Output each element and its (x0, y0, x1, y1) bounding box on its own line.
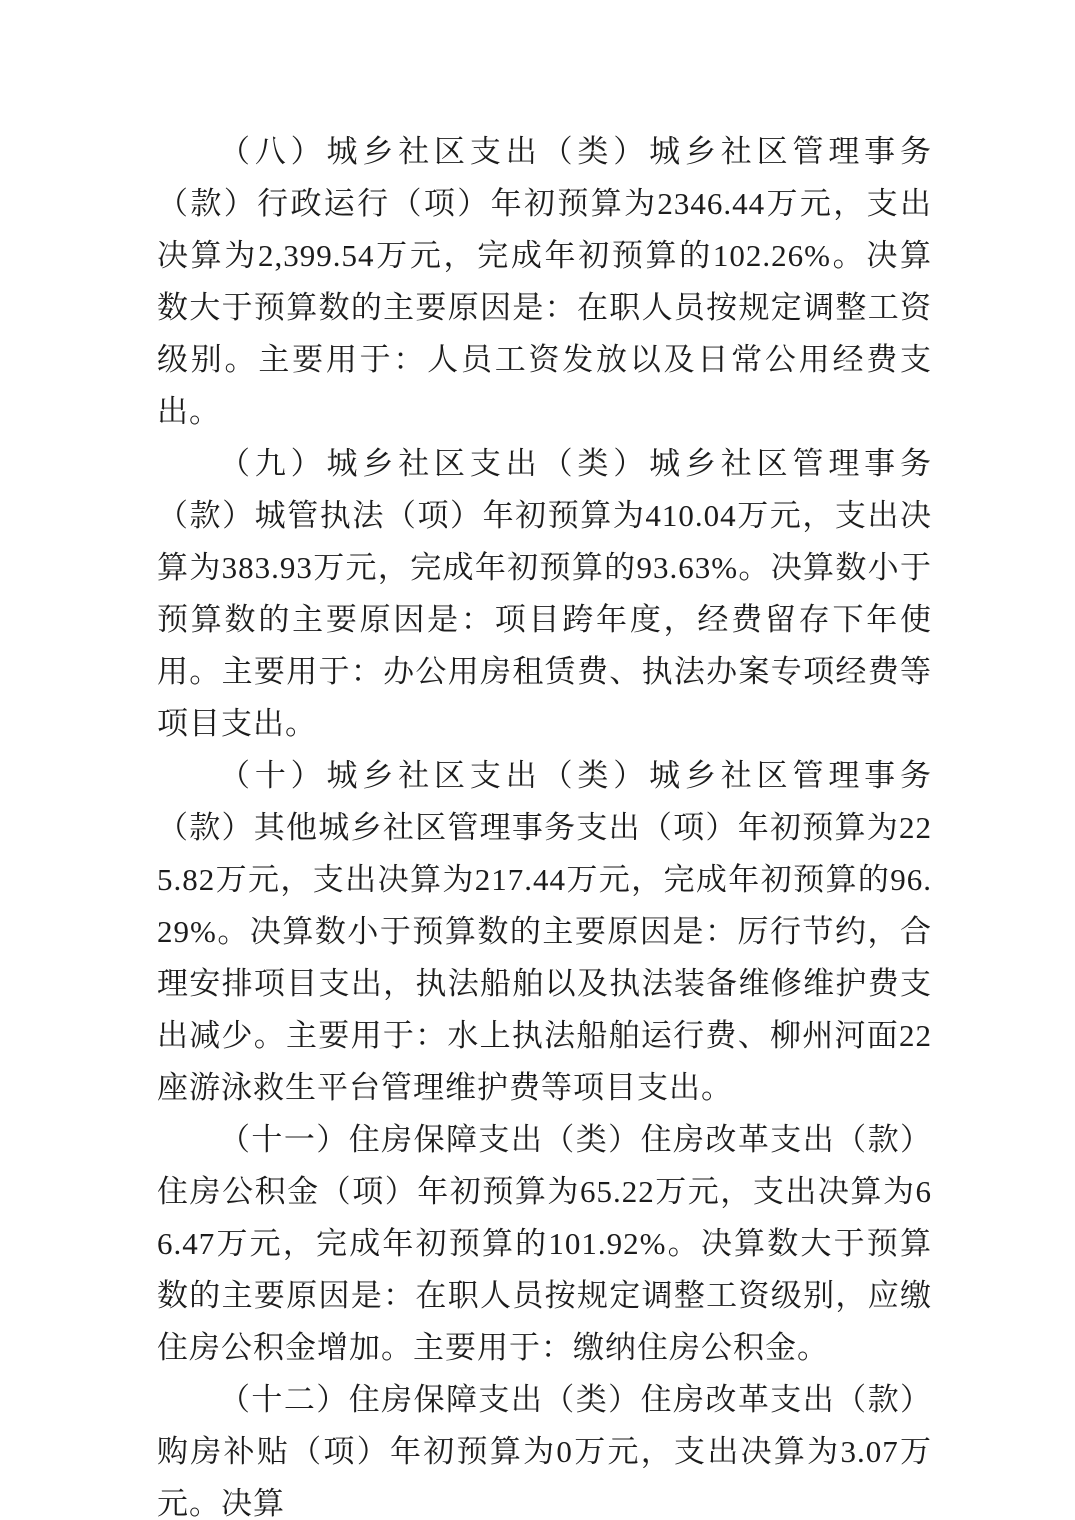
document-body (157, 126, 932, 1520)
paragraph-item-9: （九）城乡社区支出（类）城乡社区管理事务（款）城管执法（项）年初预算为410.04万元，支出决算为383.93万元，完成年初预算的93.63%。决算数小于预算数的主要原因是：项目跨年度，经费留存下年使用。主要用于：办公用房租赁费、执法办案专项经费等项目支出。 (157, 446, 932, 741)
paragraph-item-8: （八）城乡社区支出（类）城乡社区管理事务（款）行政运行（项）年初预算为2346.44万元，支出决算为2,399.54万元，完成年初预算的102.26%。决算数大于预算数的主要原因是：在职人员按规定调整工资级别。主要用于：人员工资发放以及日常公用经费支出。 (157, 134, 932, 429)
paragraph-item-10: （十）城乡社区支出（类）城乡社区管理事务（款）其他城乡社区管理事务支出（项）年初预算为225.82万元，支出决算为217.44万元，完成年初预算的96.29%。决算数小于预算数的主要原因是：厉行节约，合理安排项目支出，执法船舶以及执法装备维修维护费支出减少。主要用于：水上执法船舶运行费、柳州河面22座游泳救生平台管理维护费等项目支出。 (157, 758, 932, 1105)
paragraph-item-11: （十一）住房保障支出（类）住房改革支出（款）住房公积金（项）年初预算为65.22万元，支出决算为66.47万元，完成年初预算的101.92%。决算数大于预算数的主要原因是：在职人员按规定调整工资级别，应缴住房公积金增加。主要用于：缴纳住房公积金。 (157, 1122, 932, 1365)
paragraph-item-12: （十二）住房保障支出（类）住房改革支出（款）购房补贴（项）年初预算为0万元，支出决算为3.07万元。决算 (157, 1382, 932, 1520)
